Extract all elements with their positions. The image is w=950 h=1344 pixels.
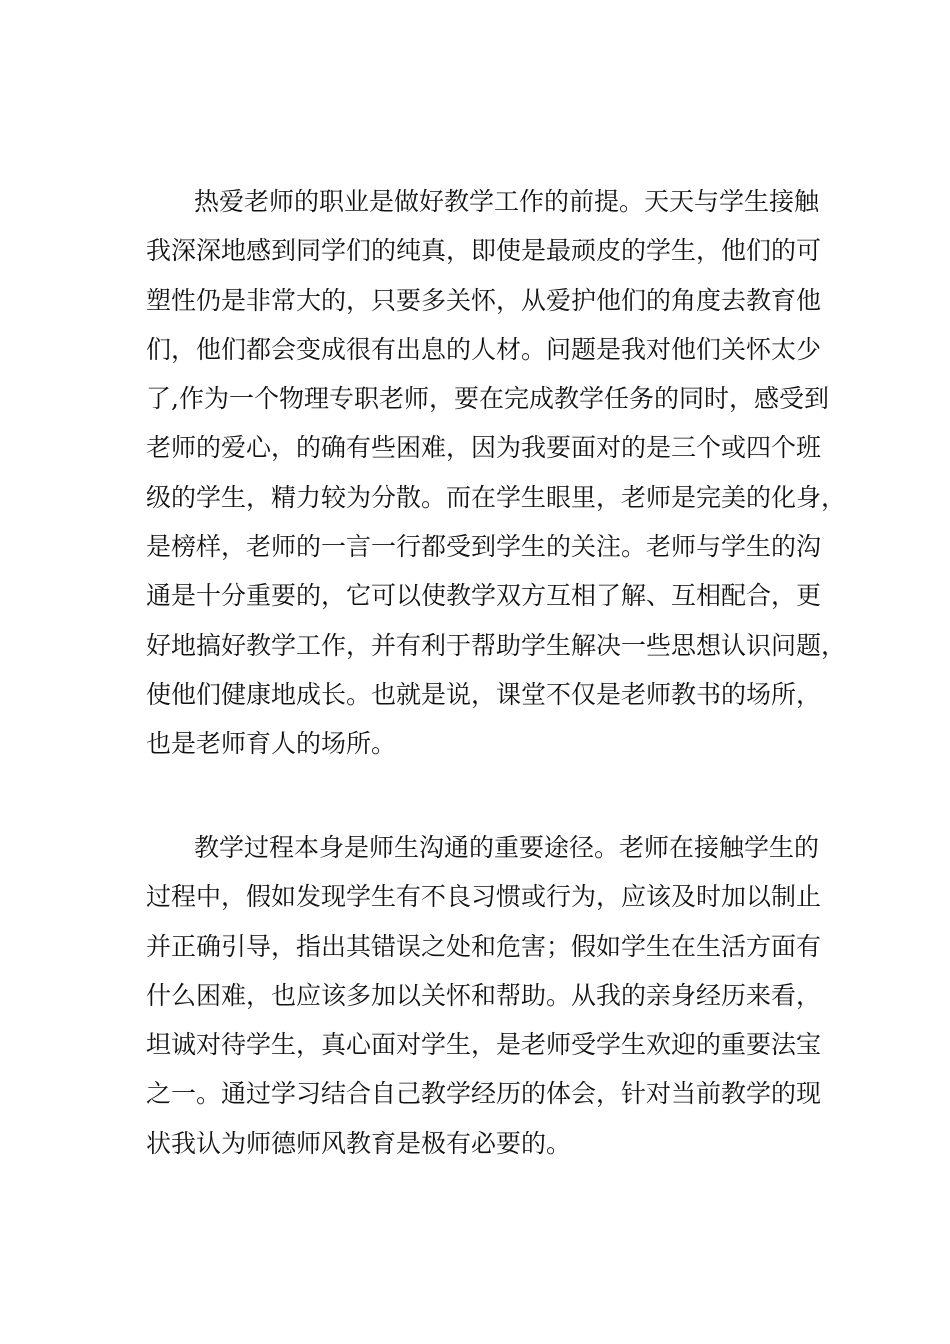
paragraph-line: 使他们健康地成长。也就是说，课堂不仅是老师教书的场所，: [146, 679, 822, 709]
paragraph-line: 状我认为师德师风教育是极有必要的。: [146, 1128, 572, 1158]
paragraph-line: 是榜样，老师的一言一行都受到学生的关注。老师与学生的沟: [146, 532, 822, 562]
paragraph-line: 好地搞好教学工作，并有利于帮助学生解决一些思想认识问题，: [146, 630, 847, 660]
paragraph-line: 我深深地感到同学们的纯真，即使是最顽皮的学生，他们的可: [146, 236, 822, 266]
paragraph-line: 并正确引导，指出其错误之处和危害；假如学生在生活方面有: [146, 931, 822, 961]
paragraph-line: 了,作为一个物理专职老师，要在完成教学任务的同时，感受到: [146, 384, 829, 414]
paragraph-1: [146, 177, 847, 769]
paragraph-line: 也是老师育人的场所。: [146, 729, 397, 759]
paragraph-line: 们，他们都会变成很有出息的人材。问题是我对他们关怀太少: [146, 334, 822, 364]
paragraph-line: 坦诚对待学生，真心面对学生，是老师受学生欢迎的重要法宝: [146, 1030, 822, 1060]
paragraph-line: 教学过程本身是师生沟通的重要途径。老师在接触学生的: [194, 833, 820, 862]
paragraph-line: 塑性仍是非常大的，只要多关怀，从爱护他们的角度去教育他: [146, 285, 822, 315]
paragraph-2: [146, 823, 826, 1168]
paragraph-line: 过程中，假如发现学生有不良习惯或行为，应该及时加以制止: [146, 882, 822, 912]
paragraph-line: 什么困难，也应该多加以关怀和帮助。从我的亲身经历来看，: [146, 980, 822, 1010]
paragraph-line: 之一。通过学习结合自己教学经历的体会，针对当前教学的现: [146, 1079, 822, 1109]
paragraph-line: 热爱老师的职业是做好教学工作的前提。天天与学生接触: [194, 187, 820, 216]
paragraph-line: 老师的爱心，的确有些困难，因为我要面对的是三个或四个班: [146, 433, 822, 463]
paragraph-line: 级的学生，精力较为分散。而在学生眼里，老师是完美的化身，: [146, 482, 847, 512]
paragraph-line: 通是十分重要的，它可以使教学双方互相了解、互相配合，更: [146, 581, 822, 611]
